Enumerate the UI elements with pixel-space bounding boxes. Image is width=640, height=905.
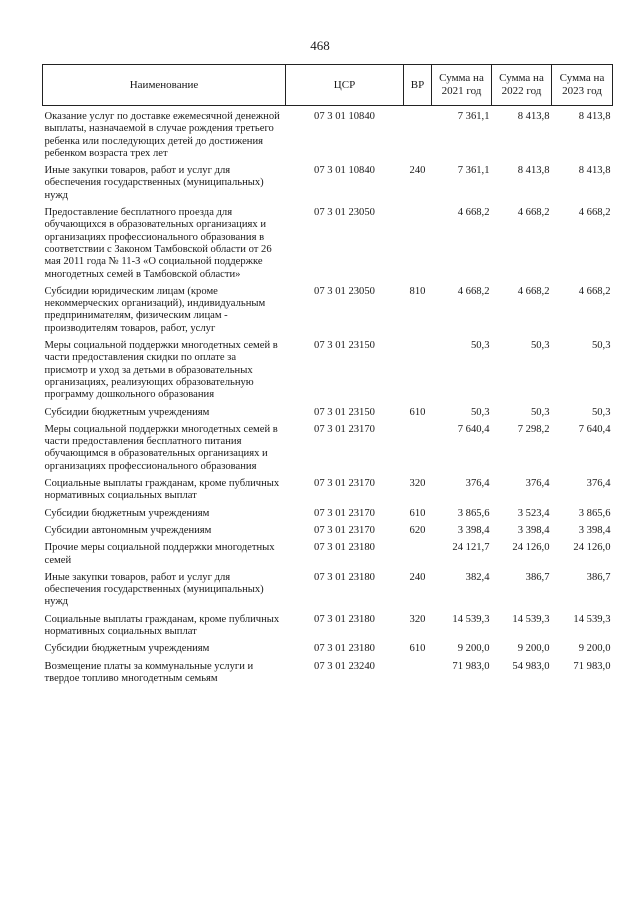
row-vr: 620 [409, 524, 426, 536]
row-sum-2021: 382,4 [465, 571, 490, 583]
table-row [43, 407, 613, 424]
row-csr: 07 3 01 23180 [314, 613, 375, 625]
row-vr [404, 542, 432, 572]
row-sum-2022: 3 398,4 [517, 524, 550, 536]
row-sum-2022: 376,4 [525, 478, 550, 490]
row-csr: 07 3 01 23050 [314, 207, 375, 219]
table-body [43, 106, 613, 691]
row-sum-2021: 376,4 [465, 478, 490, 490]
row-csr: 07 3 01 23180 [314, 643, 375, 655]
row-sum-2023: 50,3 [591, 340, 611, 352]
row-sum-2022: 9 200,0 [517, 643, 550, 655]
row-sum-2022: 54 983,0 [512, 660, 550, 672]
row-sum-2023: 4 668,2 [578, 207, 611, 219]
table-row [43, 614, 613, 644]
row-sum-2023: 8 413,8 [578, 165, 611, 177]
row-vr: 320 [409, 478, 426, 490]
row-vr: 320 [409, 613, 426, 625]
row-vr [404, 106, 432, 166]
page-number: 468 [310, 38, 330, 53]
row-sum-2021: 3 865,6 [457, 507, 490, 519]
row-name: Меры социальной поддержки многодетных семей в части предоставления бесплатного питания обучающимся в образовательных организациях и организациях профессионального образования [44, 423, 278, 472]
table-row [43, 106, 613, 166]
row-sum-2023: 7 640,4 [578, 423, 611, 435]
row-sum-2022: 14 539,3 [512, 613, 550, 625]
row-vr: 610 [409, 507, 426, 519]
row-name: Меры социальной поддержки многодетных семей в части предоставления скидки по оплате за присмотр и уход за детьми в образовательных организациях, реализующих образовательную программу дошкольного образования [44, 340, 278, 401]
row-vr: 810 [409, 285, 426, 297]
row-csr: 07 3 01 10840 [314, 165, 375, 177]
row-vr: 610 [409, 406, 426, 418]
row-csr: 07 3 01 23170 [314, 524, 375, 536]
budget-table [42, 64, 613, 690]
row-sum-2022: 4 668,2 [517, 207, 550, 219]
row-vr: 240 [409, 165, 426, 177]
row-sum-2022: 4 668,2 [517, 285, 550, 297]
header-csr: ЦСР [286, 65, 404, 106]
row-csr: 07 3 01 23180 [314, 571, 375, 583]
row-sum-2022: 386,7 [525, 571, 550, 583]
row-sum-2021: 50,3 [470, 340, 490, 352]
row-sum-2022: 8 413,8 [517, 165, 550, 177]
header-sum-2023: Сумма на 2023 год [552, 65, 613, 106]
row-sum-2023: 3 865,6 [578, 507, 611, 519]
row-csr: 07 3 01 23240 [314, 660, 375, 672]
row-csr: 07 3 01 23170 [314, 507, 375, 519]
row-sum-2021: 71 983,0 [452, 660, 490, 672]
table-row [43, 478, 613, 508]
row-sum-2022: 50,3 [530, 406, 550, 418]
row-vr [404, 340, 432, 406]
row-vr [404, 424, 432, 478]
row-name: Субсидии бюджетным учреждениям [44, 643, 210, 655]
row-sum-2022: 3 523,4 [517, 507, 550, 519]
row-sum-2022: 7 298,2 [517, 423, 550, 435]
table-header [43, 65, 613, 106]
row-name: Оказание услуг по доставке ежемесячной денежной выплаты, назначаемой в случае рождения третьего ребенка или последующих детей до достижения ребенком возраста трех лет [44, 111, 280, 159]
row-vr [404, 207, 432, 286]
header-vr: ВР [404, 65, 432, 106]
table-row [43, 424, 613, 478]
row-sum-2021: 4 668,2 [457, 285, 490, 297]
row-csr: 07 3 01 23150 [314, 340, 375, 352]
row-vr [404, 661, 432, 691]
row-name: Социальные выплаты гражданам, кроме публичных нормативных социальных выплат [44, 613, 280, 637]
header-sum-2021: Сумма на 2021 год [432, 65, 492, 106]
row-sum-2023: 14 539,3 [573, 613, 611, 625]
header-sum-2022: Сумма на 2022 год [492, 65, 552, 106]
row-name: Субсидии юридическим лицам (кроме некоммерческих организаций), индивидуальным предпринимателям, физическим лицам - производителям товаров, работ, услуг [44, 285, 266, 334]
row-sum-2023: 376,4 [586, 478, 611, 490]
row-sum-2021: 3 398,4 [457, 524, 490, 536]
row-sum-2022: 24 126,0 [512, 542, 550, 554]
row-name: Иные закупки товаров, работ и услуг для обеспечения государственных (муниципальных) нужд [44, 571, 264, 608]
table-row [43, 643, 613, 660]
row-name: Возмещение платы за коммунальные услуги и твердое топливо многодетным семьям [44, 660, 254, 684]
row-vr: 610 [409, 643, 426, 655]
row-csr: 07 3 01 10840 [314, 111, 375, 122]
row-name: Предоставление бесплатного проезда для обучающихся в образовательных организациях и организациях профессионального образования в соответствии с Законом Тамбовской области от 26 мая 2011 года № 11-З «О социальной поддержке многодетных семей в Тамбовской области» [44, 207, 272, 280]
table-row [43, 508, 613, 525]
row-sum-2023: 386,7 [586, 571, 611, 583]
row-csr: 07 3 01 23170 [314, 478, 375, 490]
row-csr: 07 3 01 23150 [314, 406, 375, 418]
row-sum-2022: 8 413,8 [517, 111, 550, 122]
table-row [43, 572, 613, 614]
table-row [43, 525, 613, 542]
row-sum-2023: 3 398,4 [578, 524, 611, 536]
row-sum-2023: 50,3 [591, 406, 611, 418]
row-vr: 240 [409, 571, 426, 583]
row-sum-2021: 14 539,3 [452, 613, 490, 625]
table-row [43, 286, 613, 340]
row-csr: 07 3 01 23050 [314, 285, 375, 297]
table-row [43, 340, 613, 406]
table-row [43, 207, 613, 286]
row-sum-2023: 71 983,0 [573, 660, 611, 672]
row-sum-2021: 50,3 [470, 406, 490, 418]
row-sum-2021: 7 640,4 [457, 423, 490, 435]
row-name: Субсидии бюджетным учреждениям [44, 507, 210, 519]
row-sum-2023: 9 200,0 [578, 643, 611, 655]
header-name: Наименование [43, 65, 286, 106]
table-row [43, 542, 613, 572]
row-name: Субсидии бюджетным учреждениям [44, 406, 210, 418]
row-sum-2023: 24 126,0 [573, 542, 611, 554]
row-name: Иные закупки товаров, работ и услуг для обеспечения государственных (муниципальных) нужд [44, 165, 264, 201]
row-sum-2023: 8 413,8 [578, 111, 611, 122]
row-name: Субсидии автономным учреждениям [44, 524, 212, 536]
row-sum-2021: 9 200,0 [457, 643, 490, 655]
row-sum-2021: 24 121,7 [452, 542, 490, 554]
row-name: Прочие меры социальной поддержки многодетных семей [44, 542, 275, 566]
row-sum-2021: 4 668,2 [457, 207, 490, 219]
row-name: Социальные выплаты гражданам, кроме публичных нормативных социальных выплат [44, 478, 280, 502]
table-row [43, 165, 613, 207]
row-sum-2021: 7 361,1 [457, 165, 490, 177]
row-csr: 07 3 01 23180 [314, 542, 375, 554]
row-sum-2021: 7 361,1 [457, 111, 490, 122]
row-sum-2022: 50,3 [530, 340, 550, 352]
row-csr: 07 3 01 23170 [314, 423, 375, 435]
table-row [43, 661, 613, 691]
row-sum-2023: 4 668,2 [578, 285, 611, 297]
